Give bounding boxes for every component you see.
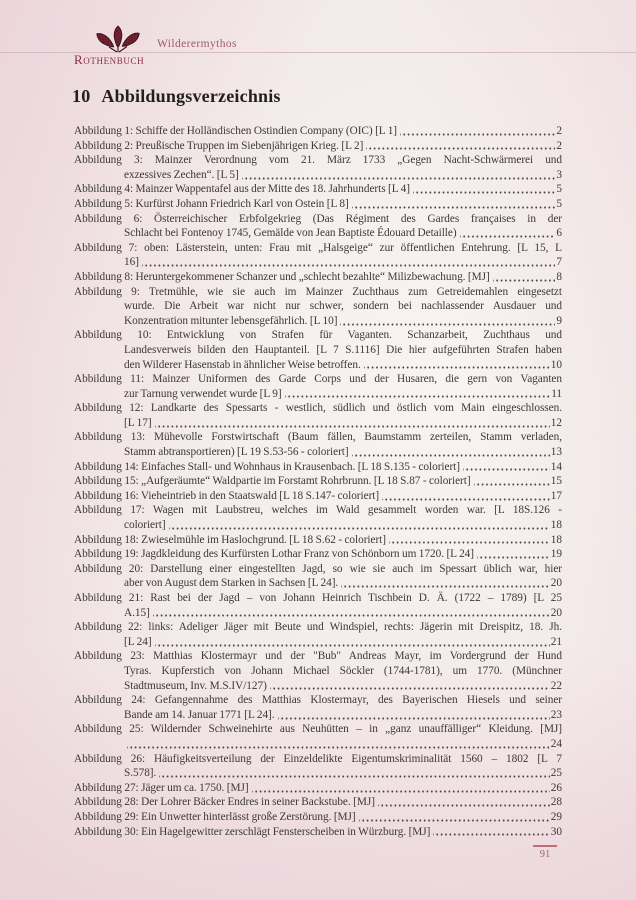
entry-text: exzessives Zechen“. [L 5] [124,168,239,181]
toc-entry [74,795,562,810]
entry-text: Abbildung 2: Preußische Truppen im Siebenjährigen Krieg. [L 2] [74,139,364,152]
entry-text: Abbildung 30: Ein Hagelgewitter zerschlägt Fensterscheiben in Würzburg. [MJ] [74,825,431,838]
entry-page-number: 18 [550,533,562,546]
section-heading [72,84,281,108]
toc-entry [74,460,562,475]
toc-entry [74,591,562,620]
toc-entry [74,489,562,504]
dot-leader [340,314,555,329]
entry-page-number: 6 [556,227,562,240]
toc-entry [74,547,562,562]
entry-text: Abbildung 1: Schiffe der Holländischen Ostindien Company (OIC) [L 1] [74,125,398,137]
dot-leader [142,255,555,270]
dot-leader [285,387,551,402]
dot-leader [153,606,550,621]
entry-page-number: 20 [550,606,562,619]
entry-text: Abbildung 15: „Aufgeräumte“ Waldpartie im Forstamt Rohrbrunn. [L 18 S.87 - coloriert] [74,475,471,488]
entry-page-number: 8 [556,270,562,283]
toc-entry [74,285,562,329]
toc-entry [74,562,562,591]
entry-text-line: Abbildung 23: Matthias Klostermayr und der "Bub" Andreas Mayr, im Vordergrund der Hund [74,650,562,663]
entry-text: Stadtmuseum, Inv. M.S.IV/127) [124,679,267,692]
entry-text-line: Landesverweis bilden den Hauptanteil. [L 7 S.1116] Die hier aufgeführten Strafen haben [124,343,562,356]
entry-text-line: Abbildung 10: Entwicklung von Strafen für Vaganten. Schanzarbeit, Zuchthaus und [74,329,562,342]
entry-text: Abbildung 28: Der Lohrer Bäcker Endres in seiner Backstube. [MJ] [74,796,375,809]
dot-leader [460,226,556,241]
dot-leader [127,737,550,752]
dot-leader [474,474,550,489]
dot-leader [252,781,550,796]
entry-text-line: Abbildung 11: Mainzer Uniformen des Garde Corps und der Husaren, die gern von Vaganten [74,373,562,386]
toc-entry [74,241,562,270]
page-number: 91 [539,849,551,860]
dot-leader [341,576,550,591]
toc-entry [74,722,562,751]
entry-text-line: Abbildung 26: Häufigkeitsverteilung der Einzeldelikte Eigentumskriminalität 1560 – 1802 [L 7 [74,752,562,765]
dot-leader [463,460,550,475]
entry-page-number: 20 [550,577,562,590]
entry-text: zur Tarnung verwendet wurde [L 9] [124,387,282,400]
toc-entry [74,781,562,796]
entry-page-number: 2 [556,125,562,137]
entry-page-number: 24 [550,737,562,750]
entry-page-number: 26 [550,781,562,794]
entry-page-number: 17 [550,489,562,502]
toc-entry [74,124,562,139]
entry-page-number: 7 [556,256,562,269]
entry-text: Stamm abtransportieren) [L 19 S.53-56 - coloriert] [124,446,349,459]
entry-page-number: 10 [550,358,562,371]
entry-page-number: 11 [551,387,562,400]
toc-entry [74,212,562,241]
dot-leader [382,489,550,504]
dot-leader [364,358,550,373]
entry-page-number: 12 [550,416,562,429]
toc-entry [74,825,562,840]
entry-text: A.15] [124,606,150,619]
toc-entry [74,270,562,285]
dot-leader [359,810,550,825]
entry-text-line: Abbildung 9: Tretmühle, wie sie auch im Mainzer Zuchthaus zum Getreidemahlen eingesetzt [74,285,562,298]
toc-entry [74,430,562,459]
entry-page-number: 22 [550,679,562,692]
entry-text-line: Abbildung 6: Österreichischer Erbfolgekrieg (Das Régiment des Gardes françaises in der [74,212,562,225]
entry-text: Abbildung 8: Heruntergekommener Schanzer und „schlecht bezahlte“ Milizbewachung. [MJ] [74,270,490,283]
dot-leader [352,197,556,212]
entry-text-line: Abbildung 25: Wildernder Schweinehirte aus Neuhütten – in „ganz unauffälliger“ Kleidung. [MJ] [74,723,562,736]
entry-text: coloriert] [124,519,166,532]
entry-text: aber von August dem Starken in Sachsen [L 24]. [124,577,339,590]
entry-text-line: Abbildung 12: Landkarte des Spessarts - westlich, südlich und östlich vom Main eingeschlossen. [74,402,562,415]
entry-page-number: 28 [550,796,562,809]
figure-list [74,124,562,839]
entry-page-number: 18 [550,519,562,532]
entry-text: den Wilderer Hasenstab in ähnlicher Weise betroffen. [124,358,361,371]
dot-leader [400,124,555,139]
entry-page-number: 29 [550,810,562,823]
toc-entry [74,372,562,401]
three-leaves-icon [92,25,144,54]
entry-page-number: 14 [550,460,562,473]
toc-entry [74,401,562,430]
dot-leader [366,139,555,154]
entry-text: Abbildung 16: Vieheintrieb in den Staatswald [L 18 S.147- coloriert] [74,489,380,502]
toc-entry [74,693,562,722]
entry-text: Abbildung 4: Mainzer Wappentafel aus der Mitte des 18. Jahrhunderts [L 4] [74,183,410,196]
entry-page-number: 25 [550,767,562,780]
dot-leader [493,270,556,285]
toc-entry [74,182,562,197]
entry-text: Abbildung 18: Zwieselmühle im Haslochgrund. [L 18 S.62 - coloriert] [74,533,386,546]
entry-text: [L 17] [124,416,152,429]
entry-page-number: 5 [556,197,562,210]
entry-page-number: 13 [550,446,562,459]
entry-text-line: Abbildung 13: Mühevolle Forstwirtschaft (Baum fällen, Baumstamm zerteilen, Stamm verladen, [74,431,562,444]
entry-page-number: 19 [550,548,562,561]
toc-entry [74,503,562,532]
entry-text: Schlacht bei Fontenoy 1745, Gemälde von Jean Baptiste Édouard Detaille) [124,227,457,240]
entry-text: Konzentration mitunter lebensgefährlich. [L 10] [124,314,338,327]
brand-name: Rothenbuch [74,52,145,67]
entry-text: 16] [124,256,139,269]
dot-leader [433,825,549,840]
dot-leader [389,533,550,548]
dot-leader [378,795,550,810]
dot-leader [270,679,550,694]
entry-page-number: 15 [550,475,562,488]
entry-text: Abbildung 29: Ein Unwetter hinterlässt große Zerstörung. [MJ] [74,810,356,823]
entry-text-line: wurde. Die Arbeit war nicht nur schwer, sondern bei nachlassender Ausdauer und [124,300,562,313]
page-number-block [533,845,557,861]
dot-leader [155,416,550,431]
page-number-rule [533,845,557,847]
dot-leader [155,635,550,650]
dot-leader [352,445,550,460]
toc-entry [74,328,562,372]
document-title: Wilderermythos [157,38,237,50]
entry-page-number: 2 [556,139,562,152]
entry-text: Abbildung 27: Jäger um ca. 1750. [MJ] [74,781,249,794]
toc-entry [74,197,562,212]
entry-text: Bande am 14. Januar 1771 [L 24]. [124,708,275,721]
entry-text-line: Abbildung 22: links: Adeliger Jäger mit Beute und Windspiel, rechts: Jägerin mit Dreispitz, 18. Jh. [74,621,562,634]
toc-entry [74,649,562,693]
entry-page-number: 5 [556,183,562,196]
dot-leader [242,168,556,183]
entry-text: Abbildung 14: Einfaches Stall- und Wohnhaus in Krausenbach. [L 18 S.135 - coloriert] [74,460,460,473]
entry-text: S.578]. [124,767,157,780]
entry-page-number: 3 [556,168,562,181]
entry-text-line: Abbildung 24: Gefangennahme des Matthias Klostermayr, des Bayerischen Hiesels und seiner [74,694,562,707]
entry-text-line: Abbildung 21: Rast bei der Jagd – von Johann Heinrich Tischbein D. Ä. (1722 – 1789) [L 25 [74,592,562,604]
entry-page-number: 21 [550,635,562,648]
toc-entry [74,153,562,182]
entry-text-line: Abbildung 7: oben: Lästerstein, unten: Frau mit „Halsgeige“ zur öffentlichen Entehrung. [L 15, L [74,241,562,254]
toc-entry [74,810,562,825]
dot-leader [477,547,550,562]
toc-entry [74,752,562,781]
dot-leader [169,518,550,533]
entry-text-line: Abbildung 3: Mainzer Verordnung vom 21. März 1733 „Gegen Nacht-Schwärmerei und [74,154,562,167]
entry-text-line: Abbildung 17: Wagen mit Laubstreu, welches im Wald gesammelt worden war. [L 18S.126 - [74,504,562,517]
entry-text: Abbildung 19: Jagdkleidung des Kurfürsten Lothar Franz von Schönborn um 1720. [L 24] [74,548,474,561]
entry-page-number: 9 [556,314,562,327]
toc-entry [74,533,562,548]
dot-leader [413,182,555,197]
toc-entry [74,139,562,154]
entry-text: Abbildung 5: Kurfürst Johann Friedrich Karl von Ostein [L 8] [74,197,349,210]
toc-entry [74,620,562,649]
entry-page-number: 23 [550,708,562,721]
toc-entry [74,474,562,489]
entry-text: [L 24] [124,635,152,648]
dot-leader [159,766,550,781]
section-title-text: Abbildungsverzeichnis [101,86,281,106]
entry-text-line: Abbildung 20: Darstellung einer eingestellten Jagd, so wie sie auch im Spessart üblich war, hier [74,562,562,575]
entry-page-number: 30 [550,825,562,838]
entry-text-line: Tyras. Kupferstich von Johann Michael Söckler (1744-1781), um 1770. (Münchner [124,664,562,677]
section-number: 10 [72,86,91,106]
dot-leader [278,708,550,723]
